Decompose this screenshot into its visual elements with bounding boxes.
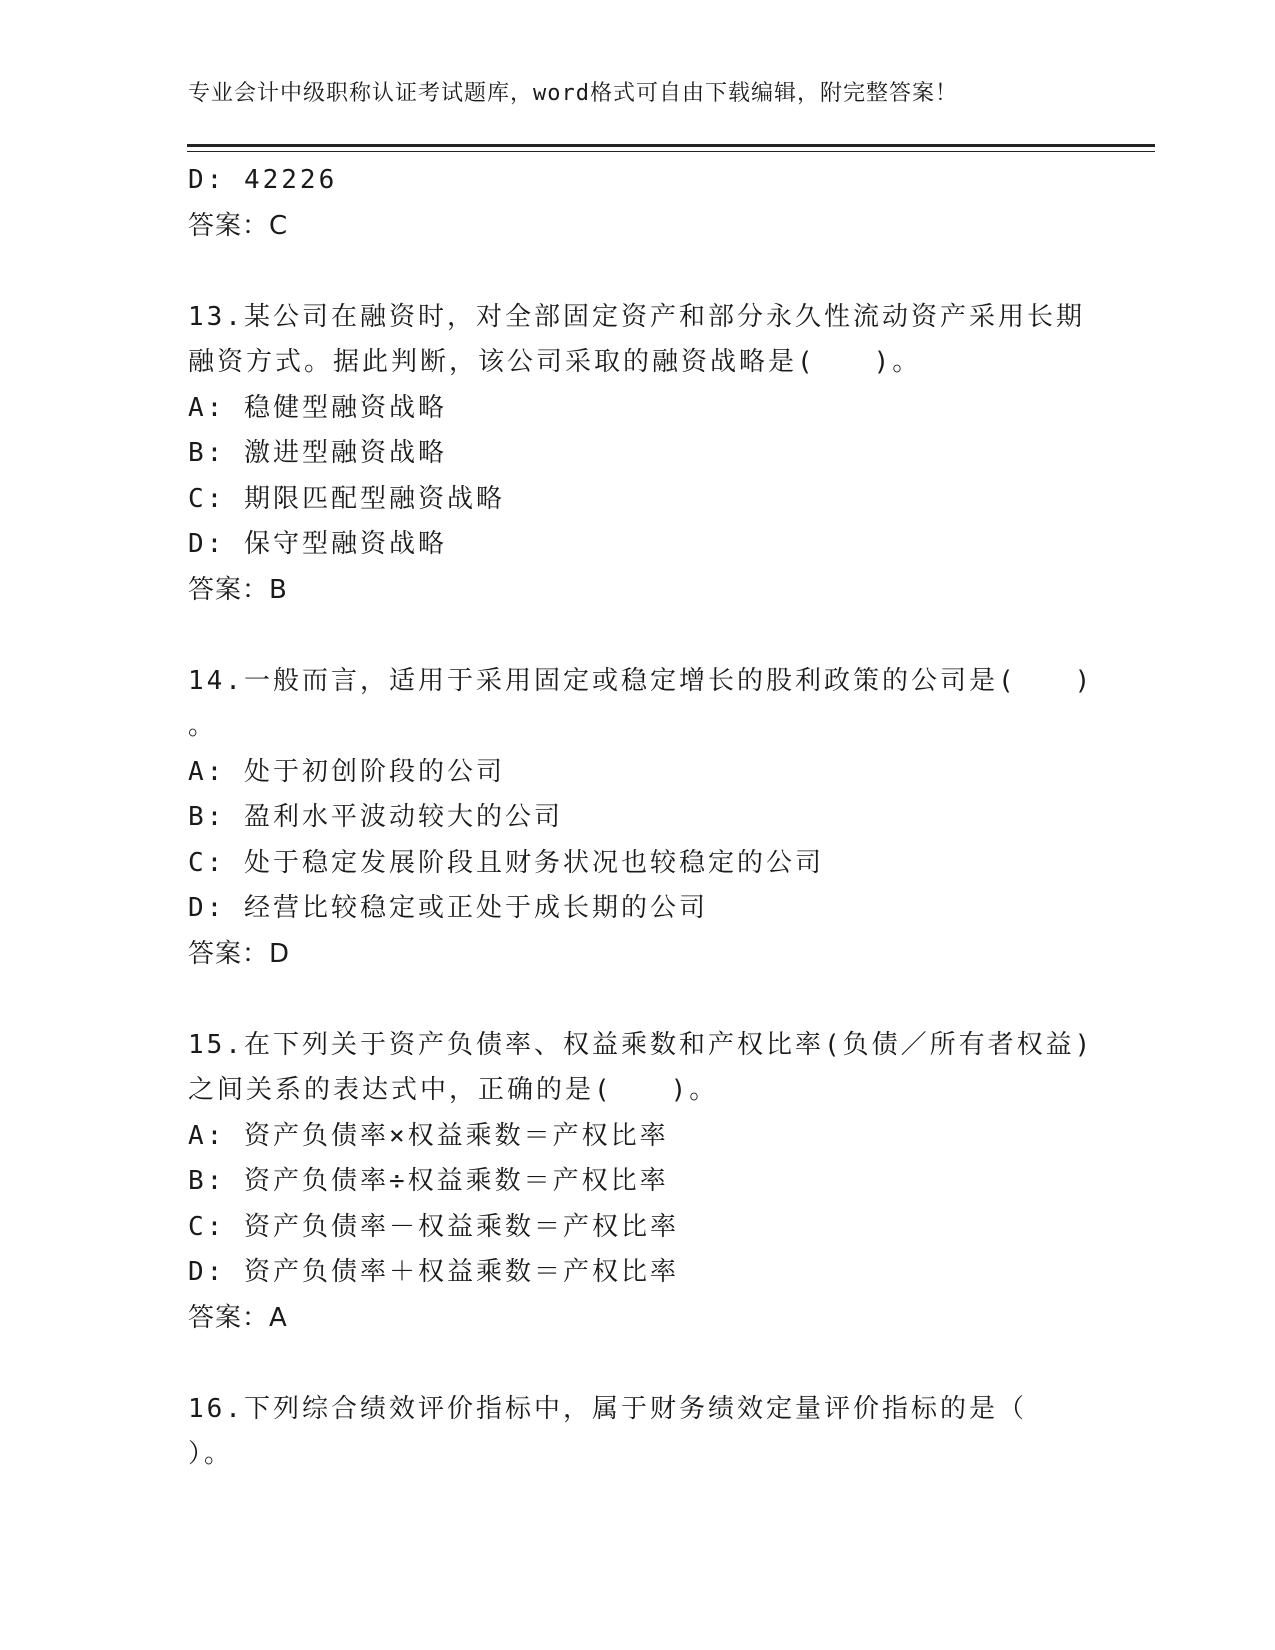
answer-line: 答案：B <box>188 574 288 605</box>
option-d: D: 保守型融资战略 <box>188 529 447 559</box>
option-d: D: 经营比较稳定或正处于成长期的公司 <box>188 893 708 923</box>
question-text-line: 16.下列综合绩效评价指标中，属于财务绩效定量评价指标的是（ <box>188 1393 1027 1424</box>
option-b: B: 激进型融资战略 <box>188 438 447 468</box>
question-text-line: 14.一般而言，适用于采用固定或稳定增长的股利政策的公司是( ) <box>188 665 1094 696</box>
previous-question-tail <box>188 158 1088 249</box>
header-rule-thin <box>187 151 1155 152</box>
header-rule-thick <box>187 144 1155 147</box>
question-14 <box>188 659 1094 978</box>
question-text-line: 13.某公司在融资时，对全部固定资产和部分永久性流动资产采用长期 <box>188 301 1085 332</box>
option-a: A: 稳健型融资战略 <box>188 392 447 423</box>
option-c: C: 期限匹配型融资战略 <box>188 483 505 514</box>
page-header: 专业会计中级职称认证考试题库，word格式可自由下载编辑，附完整答案！ <box>188 81 958 106</box>
option-a: A: 处于初创阶段的公司 <box>188 756 505 787</box>
option-d: D: 42226 <box>188 165 338 195</box>
option-c: C: 处于稳定发展阶段且财务状况也较稳定的公司 <box>188 847 824 878</box>
option-b: B: 盈利水平波动较大的公司 <box>188 802 563 832</box>
question-13 <box>188 295 1088 614</box>
question-15 <box>188 1023 1094 1342</box>
option-b: B: 资产负债率÷权益乘数＝产权比率 <box>188 1166 669 1196</box>
question-text-line: ）。 <box>188 1439 234 1469</box>
option-d: D: 资产负债率＋权益乘数＝产权比率 <box>188 1257 679 1287</box>
option-c: C: 资产负债率－权益乘数＝产权比率 <box>188 1211 679 1242</box>
option-a: A: 资产负债率×权益乘数＝产权比率 <box>188 1120 669 1151</box>
question-text-line: 融资方式。据此判断，该公司采取的融资战略是( )。 <box>188 347 922 377</box>
question-text-line: 15.在下列关于资产负债率、权益乘数和产权比率(负债／所有者权益) <box>188 1029 1094 1060</box>
answer-line: 答案：C <box>188 210 289 241</box>
answer-line: 答案：A <box>188 1302 288 1333</box>
question-text-line: 。 <box>188 711 218 741</box>
answer-line: 答案：D <box>188 938 291 969</box>
question-text-line: 之间关系的表达式中，正确的是( )。 <box>188 1075 719 1105</box>
document-body <box>188 158 1094 1478</box>
question-16 <box>188 1387 1088 1478</box>
